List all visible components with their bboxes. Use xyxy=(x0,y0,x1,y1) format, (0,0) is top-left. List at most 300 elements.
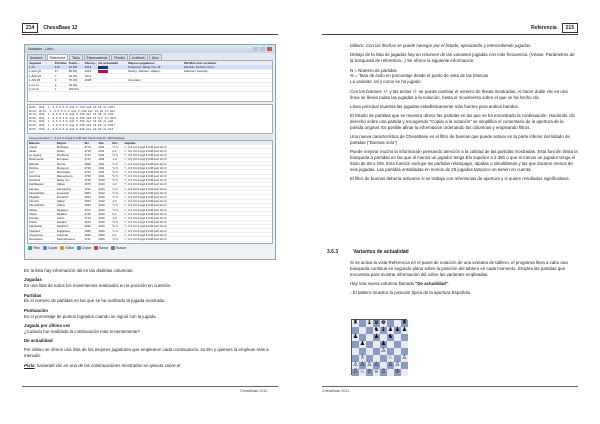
table-cell: 1.e4 c6 xyxy=(29,87,39,92)
table-cell: 2748 xyxy=(84,178,91,183)
toolbar-icon xyxy=(43,246,47,250)
table-cell: 2010 xyxy=(98,224,105,229)
board-square xyxy=(387,341,394,348)
minimize-icon[interactable] xyxy=(253,47,258,51)
table-cell: 2629 xyxy=(84,203,91,208)
board-square xyxy=(359,320,366,327)
board-square xyxy=(359,348,366,355)
table-cell: Mamedyarov xyxy=(56,174,73,179)
toolbar-label: Editar xyxy=(65,246,74,250)
piece-N-icon: ♘ xyxy=(387,355,394,361)
right-footer: ChessBase 2012 xyxy=(322,389,350,393)
column-header[interactable]: Jugadas xyxy=(124,140,136,145)
table-cell: 2694 xyxy=(84,199,91,204)
piece-P-icon: ♙ xyxy=(366,362,373,368)
piece-k-icon: ♚ xyxy=(380,320,387,326)
table-cell: Kamsky xyxy=(29,215,39,220)
board-square xyxy=(387,348,394,355)
section-number: 3.6.3 xyxy=(327,249,339,255)
toolbar-label: Borrar xyxy=(99,246,109,250)
table-cell: 2644 xyxy=(84,220,91,225)
tab-5[interactable]: LiveBook xyxy=(129,54,148,60)
right-header xyxy=(531,22,578,34)
r-p9: Si se activa la vista Referencia en el panel de notación de una ventana de tablero, el programa lleva a cabo una búsqueda continua en segundo plano sobre la posición del tablero en cada momento. Emplea las partidas que encuentra para mostrar información útil sobre las variantes empleadas. xyxy=(350,260,568,277)
table-cell: 1.Ae6 g6 xyxy=(29,69,42,74)
table-cell: 2711 xyxy=(84,236,91,241)
table-cell: Kabanov, Kamsky... xyxy=(183,69,210,74)
table-cell: Ivanchuk xyxy=(29,174,41,179)
board-square xyxy=(366,327,373,334)
table-cell: 2009 xyxy=(98,236,105,241)
table-cell: ½-½ xyxy=(112,165,118,170)
toolbar-icon xyxy=(60,246,64,250)
table-cell: ½-½ xyxy=(112,203,118,208)
r-p4 xyxy=(350,104,578,110)
r-p8: El filtro de buenas debería activarse si se trabaja con referencias de apertura y si quiere resultados significativos. xyxy=(350,176,570,182)
table-cell: 7...0-0 0.0-0 Ag4 9.Cd5 Ae6 10.c3 xyxy=(124,199,167,204)
column-header[interactable]: Ofensy... xyxy=(84,60,98,65)
tab-4[interactable]: Planilla xyxy=(111,54,127,60)
r-p10-bold: "De actualidad" xyxy=(415,281,448,287)
table-cell: 7...0-0 0.0-0 Ag4 9.Cd5 Ae6 10.c3 xyxy=(124,153,167,158)
main-line-term: Línea principal xyxy=(350,103,379,109)
board-square xyxy=(352,341,359,348)
table-cell: Rustry, Vainieur, Vallejo... xyxy=(128,69,162,74)
r-p3: Con los botones +/- y las teclas +/- se puede cambiar el número de líneas mostradas. Al hacer doble clic en una línea se llevan todas las jugadas a la notación, hasta el movimiento sobre el que se ha hecho clic. xyxy=(350,88,568,100)
tab-1[interactable]: Referencia xyxy=(47,54,68,60)
table-cell: Karthikeyan xyxy=(29,182,44,187)
piece-n-icon: ♞ xyxy=(373,327,380,333)
board-square xyxy=(352,327,359,334)
board-square xyxy=(394,355,401,362)
column-header[interactable]: Negras xyxy=(56,140,67,145)
column-header[interactable]: Res xyxy=(112,140,118,145)
board-square xyxy=(401,369,408,376)
section-body xyxy=(350,260,578,300)
column-descriptions xyxy=(24,277,278,334)
column-header[interactable]: Elo xyxy=(84,140,89,145)
right-page-number: 215 xyxy=(562,23,578,33)
piece-r-icon: ♜ xyxy=(352,320,359,326)
variants-summary xyxy=(27,104,273,134)
table-cell: 2744 xyxy=(84,169,91,174)
term-description: ¿Cuándo fue realizada la continuación más recientemente? xyxy=(24,328,140,334)
table-cell: 1-0 xyxy=(112,157,117,162)
board-square xyxy=(366,334,373,341)
board-square xyxy=(366,355,373,362)
table-cell: 2765 xyxy=(84,174,91,179)
table-cell: 470 xyxy=(54,65,60,70)
table-cell: Vallejo xyxy=(56,199,65,204)
piece-P-icon: ♙ xyxy=(394,362,401,368)
table-cell: ½-½ xyxy=(112,190,118,195)
tab-6[interactable]: Libro xyxy=(149,54,162,60)
table-cell: ½-½ xyxy=(112,144,118,149)
variant-line[interactable]: W=41, W=9, 1..5-0 0.0-0 Ag4 0.3d6 Ae6 10.O-O 11.Od5? xyxy=(29,115,117,120)
table-cell: 2749 xyxy=(84,211,91,216)
table-cell: 2010 xyxy=(98,207,105,212)
right-body xyxy=(350,43,578,186)
table-cell: Akala xyxy=(29,148,36,153)
table-cell: 2714 xyxy=(84,153,91,158)
piece-b-icon: ♝ xyxy=(380,327,387,333)
table-cell: 7...0-0 0.0-0 Ag4 9.Cd5 Ae6 10.c3 xyxy=(124,161,167,166)
term-heading: Jugada por última vez xyxy=(24,322,71,328)
toolbar-icon xyxy=(77,246,81,250)
section-title: Variantes de actualidad xyxy=(353,249,409,255)
r-p11-text: El tablero muestra la posición típica de la apertura Española. xyxy=(352,290,472,296)
table-cell: 0-1 xyxy=(112,232,117,237)
table-cell: 7...0-0 0.0-0 Ag4 9.Cd5 Ae6 10.c3 xyxy=(124,195,167,200)
piece-p-icon: ♟ xyxy=(380,341,387,347)
table-cell: 7...0-0 0.0-0 Ag4 9.Cd5 Ae6 10.c3 xyxy=(124,174,167,179)
table-cell: 2010 xyxy=(98,211,105,216)
table-cell: Anand xyxy=(29,144,38,149)
board-square xyxy=(366,348,373,355)
r-p10-post: . xyxy=(447,281,450,287)
board-square xyxy=(387,369,394,376)
table-cell: 2741 xyxy=(84,157,91,162)
screenshot-window xyxy=(24,44,276,260)
board-square xyxy=(352,348,359,355)
table-cell: 100.0% xyxy=(68,87,79,92)
table-cell: 7...0-0 0.0-0 Ag4 9.Cd5 Ae6 10.c3 xyxy=(124,220,167,225)
board-square xyxy=(373,355,380,362)
table-cell: Movsesian xyxy=(29,236,43,241)
table-cell: Grischuk xyxy=(56,232,68,237)
table-cell: 2624 xyxy=(84,195,91,200)
left-footer-rule xyxy=(22,386,278,387)
variant-line[interactable]: W=24, W=74, 1..5-0 0.0-0 Ag4 0.3d6 Ae7 10.b8 11.De2 xyxy=(29,108,115,113)
table-cell: Haroldo, Deckov, Rust... xyxy=(183,65,217,70)
table-cell: 7...0-0 0.0-0 Ag4 9.Cd5 Ae6 10.c3 xyxy=(124,182,167,187)
main-line-bar[interactable]: Línea principal: 7...0-0 0.0-0 Ag4 9.Cd5 Ae6 10.c3 Ce5 11. (98 Partidas) xyxy=(27,135,273,140)
table-cell: Le Quang xyxy=(29,153,42,158)
table-cell: 25.0% xyxy=(68,82,78,87)
piece-P-icon: ♙ xyxy=(359,362,366,368)
piece-p-icon: ♟ xyxy=(373,334,380,340)
r-p2: Debajo de la lista de jugadas hay un resumen de las variantes jugadas con más frecuencia. (Véase: Parámetros de la búsqueda de referencia...) Se ofrece la siguiente información: xyxy=(350,52,575,64)
board-square xyxy=(380,334,387,341)
term-heading: Jugadas xyxy=(24,277,42,283)
table-cell: ½-½ xyxy=(112,236,118,241)
table-cell: 7...0-0 0.0-0 Ag4 9.Cd5 Ae6 10.c3 xyxy=(124,211,167,216)
toolbar-button[interactable] xyxy=(60,246,73,250)
actualidad-heading: De actualidad xyxy=(24,338,53,344)
table-cell: 7...0-0 0.0-0 Ag4 9.Cd5 Ae6 10.c3 xyxy=(124,165,167,170)
piece-N-icon: ♘ xyxy=(359,369,366,375)
games-grid xyxy=(27,140,273,244)
board-square xyxy=(394,341,401,348)
maximize-icon[interactable] xyxy=(260,47,265,51)
table-cell: 0-1 xyxy=(112,211,117,216)
r-p10-pre: Hay una nueva columna llamada xyxy=(350,281,416,287)
pista-paragraph xyxy=(24,363,278,369)
table-cell: 7...0-0 0.0-0 Ag4 9.Cd5 Ae6 10.c3 xyxy=(124,224,167,229)
pista-text: : haciendo clic en una de las continuaciones mostradas se ejecuta sobre el xyxy=(34,362,181,368)
table-cell: Karjakin xyxy=(56,220,67,225)
board-square xyxy=(401,341,408,348)
toolbar-label: Filtro xyxy=(33,246,41,250)
pista-label: Pista xyxy=(24,362,35,368)
table-cell: Loh xyxy=(29,169,34,174)
r-p11 xyxy=(350,290,578,296)
legend-pct: % = Tasa de éxito en porcentaje desde el punto de vista de las blancas xyxy=(350,73,489,79)
table-cell: 1.d4 xyxy=(29,65,35,70)
variant-line[interactable]: W=14, W=W, 1..5-0 0.0-0 Ag4 0.3d6 Ae7 10.b8 11.Od4 xyxy=(29,112,114,117)
piece-p-icon: ♟ xyxy=(359,341,366,347)
moves-grid xyxy=(27,60,273,102)
bullet-icon: ▫ xyxy=(350,290,353,296)
table-cell: Karjakin xyxy=(56,211,67,216)
table-cell: 2010 xyxy=(98,178,105,183)
table-cell: 7...0-0 0.0-0 Ag4 9.Cd5 Ae6 10.c3 xyxy=(124,178,167,183)
toolbar-button[interactable] xyxy=(77,246,91,250)
table-cell: 1-0 xyxy=(112,215,117,220)
piece-B-icon: ♗ xyxy=(366,369,373,375)
table-cell: Drazic xyxy=(29,220,37,225)
table-cell: ½-½ xyxy=(112,220,118,225)
table-cell: 7...0-0 0.0-0 Ag4 9.Cd5 Ae6 10.c3 xyxy=(124,232,167,237)
table-cell: Vallejo xyxy=(29,207,38,212)
table-cell: 2011 xyxy=(98,161,105,166)
term-description: Es una lista de todos los movimientos realizados en la posición en cuestión. xyxy=(24,283,172,289)
toolbar-label: Buscar xyxy=(116,246,126,250)
table-cell: Sargissian xyxy=(29,224,43,229)
piece-n-icon: ♞ xyxy=(387,334,394,340)
table-cell: 7...0-0 0.0-0 Ag4 9.Cd5 Ae6 10.c3 xyxy=(124,157,167,162)
table-cell: Kasimdzhanov xyxy=(56,236,76,241)
table-cell: 7...0-0 0.0-0 Ag4 9.Cd5 Ae6 10.c3 xyxy=(124,203,167,208)
table-cell: Khalifman xyxy=(56,153,70,158)
table-cell: 2011 xyxy=(98,148,105,153)
table-cell: 7...0-0 0.0-0 Ag4 9.Cd5 Ae6 10.c3 xyxy=(124,148,167,153)
variant-line[interactable]: W=22, W=W, 1..5-0 0.0-0 Ag4 0.3d6 Ae6 10.b8 11.Od5? xyxy=(29,122,115,127)
table-cell: Tkachiev xyxy=(29,228,41,233)
table-cell: 1.e4 c4 xyxy=(29,82,39,87)
table-cell: 7...0-0 0.0-0 Ag4 9.Cd5 Ae6 10.c3 xyxy=(124,207,167,212)
table-cell: 2690 xyxy=(84,224,91,229)
board-square xyxy=(366,341,373,348)
close-icon[interactable] xyxy=(267,47,272,51)
actuality-bar xyxy=(98,66,108,69)
table-cell: 64.3% xyxy=(68,73,78,78)
tab-2[interactable]: Tabla xyxy=(69,54,83,60)
board-square xyxy=(387,320,394,327)
table-cell: 2413 xyxy=(84,69,92,74)
table-cell: 62.9% xyxy=(68,65,78,70)
table-cell: ½-½ xyxy=(112,228,118,233)
term-description: Es el porcentaje de puntos logrados cuando se siguió con la jugada. xyxy=(24,313,157,319)
column-header[interactable]: Blancas xyxy=(29,140,40,145)
board-square xyxy=(401,334,408,341)
piece-p-icon: ♟ xyxy=(401,327,408,333)
column-header[interactable]: Partidas xyxy=(54,60,67,65)
table-cell: 2701 xyxy=(84,207,91,212)
right-footer-rule xyxy=(322,386,578,387)
table-cell: 1-0 xyxy=(112,182,117,187)
table-cell: Shirov xyxy=(29,211,37,216)
piece-b-icon: ♝ xyxy=(366,320,373,326)
table-cell: Volkov xyxy=(56,203,66,208)
table-cell: 1.Af3 b5 xyxy=(29,78,41,83)
table-cell: 2011 xyxy=(98,144,105,149)
table-cell: 2662 xyxy=(84,190,91,195)
table-cell: 2009 xyxy=(98,228,105,233)
table-cell: 2010 xyxy=(98,195,105,200)
table-cell: 7...0-0 0.0-0 Ag4 9.Cd5 Ae6 10.c3 xyxy=(124,169,167,174)
table-cell: 2690 xyxy=(84,232,91,237)
table-cell: Naiditsch xyxy=(56,224,69,229)
r-p7: Puede mejorar mucho la información pensando atención a la calidad de las partidas mostradas. Esta función limita la búsqueda a partidas en las que al menos un jugador tenga Elo superior a 2.350 o que al menos un jugador tenga el título de IM o GM. Esta función excluye las partidas relámpago, rápidas o simultáneas y las que duraron menos de seis jugadas. Las partidas entabladas en menos de 20 jugadas tampoco se tienen en cuenta. xyxy=(350,149,578,173)
left-header xyxy=(22,22,77,34)
toolbar-icon xyxy=(94,246,98,250)
variant-line[interactable]: W=61, W=W, 1..5-0 0.0-0 Ag4 0.3d6 Ae6 10.b8 11.Od5? xyxy=(29,105,115,109)
table-cell: 2011 xyxy=(98,157,105,162)
column-header[interactable]: Partidas más recientes xyxy=(183,60,217,65)
table-cell: 3 xyxy=(54,78,57,83)
table-cell: 2010 xyxy=(98,182,105,187)
table-cell: 2722 xyxy=(84,186,91,191)
column-header[interactable]: Mejores jugadores xyxy=(128,60,155,65)
table-row[interactable] xyxy=(28,87,272,91)
table-cell: ½-½ xyxy=(112,161,118,166)
table-row[interactable] xyxy=(28,237,272,241)
window-title: Notación - Libro xyxy=(28,47,54,51)
table-cell: Movsesian xyxy=(56,169,71,174)
r-p5: El listado de partidas que se muestra ofrece las partidas en las que se ha encontrado la continuación. Haciendo clic derecho sobre una partida y escogiendo "Copiar a la notación" se simplifica el comentario de la apertura de la partida original. Es posible afinar la información ordenando las columnas y empleando filtros. xyxy=(350,113,576,130)
board-square xyxy=(352,355,359,362)
board-square xyxy=(380,362,387,369)
table-cell: 2010 xyxy=(98,215,105,220)
term-description: Es el número de partidas en las que se ha realizado la jugada mostrada. xyxy=(24,298,166,304)
table-cell: 2716 xyxy=(84,165,91,170)
variant-line[interactable]: W=65, W=W, 1..5-0 0.0-0 Ag4 0.3d6 Ae7 10.b8 11.Df3 xyxy=(29,126,114,131)
window-titlebar xyxy=(25,45,275,53)
left-header-rule xyxy=(22,34,278,35)
toolbar-button[interactable] xyxy=(94,246,108,250)
table-cell: Wang Yue xyxy=(56,178,70,183)
table-cell: 7...0-0 0.0-0 Ag4 9.Cd5 Ae6 10.c3 xyxy=(124,144,167,149)
column-header[interactable]: Año xyxy=(98,140,104,145)
table-cell: 7...0-0 0.0-0 Ag4 9.Cd5 Ae6 10.c3 xyxy=(124,236,167,241)
table-cell: ½-½ xyxy=(112,224,118,229)
table-cell: 2696 xyxy=(84,161,91,166)
table-cell: Lastin xyxy=(56,215,65,220)
table-cell: Zvezdaru xyxy=(128,78,141,83)
table-cell: Cheparinov xyxy=(29,232,44,237)
column-header[interactable]: Punto... xyxy=(68,60,80,65)
toolbar-icon xyxy=(111,246,115,250)
section-heading xyxy=(327,249,409,255)
piece-B-icon: ♗ xyxy=(359,355,366,361)
toolbar-button[interactable] xyxy=(28,246,40,250)
table-cell: Ermolaev xyxy=(56,157,69,162)
r-p4-text: muestra las jugadas estadísticamente más fuertes para ambos bandos. xyxy=(378,103,519,109)
board-square xyxy=(394,334,401,341)
column-header[interactable]: De actualidad xyxy=(98,60,118,65)
table-cell: 2011 xyxy=(98,169,105,174)
table-cell: ½-½ xyxy=(112,186,118,191)
board-square xyxy=(401,348,408,355)
r-p6: Una nueva característica de ChessBase es el filtro de buenas que puede activar en la parte inferior del listado de partidas ("Buenas solo") xyxy=(350,134,570,146)
table-cell: 1.Ae6 e5 xyxy=(29,73,42,78)
variant-line[interactable]: W=14, W=W, 1..5-0 0.0-0 Ag4 0.3d6 Ae7 10.b8 11.Ae6 xyxy=(29,119,114,124)
table-cell: Kosteniuk xyxy=(56,190,70,195)
table-cell: 2371 xyxy=(84,73,92,78)
table-cell: Kasparov, Wang Yue, M... xyxy=(128,65,163,70)
right-header-title: Referencia xyxy=(531,25,557,31)
table-cell: 2718 xyxy=(84,148,91,153)
piece-r-icon: ♜ xyxy=(401,320,408,326)
tab-0[interactable]: Notación xyxy=(27,54,46,60)
games-toolbar xyxy=(25,244,275,252)
table-cell: Zhigalko xyxy=(29,195,40,200)
table-cell: Alexandridis xyxy=(29,203,45,208)
table-cell: ½-½ xyxy=(112,169,118,174)
table-cell: ½-½ xyxy=(112,195,118,200)
r-p1: tablero. Con las flechas se puede navegar por el listado, ejecutando y retrocediendo jugadas. xyxy=(350,43,532,48)
r-p10 xyxy=(350,281,578,287)
board-square xyxy=(394,348,401,355)
table-cell: 2010 xyxy=(98,199,105,204)
table-cell: Zvjaginsev xyxy=(56,228,71,233)
piece-p-icon: ♟ xyxy=(352,334,359,340)
board-square xyxy=(373,341,380,348)
intro-text: En la lista hay información útil en las distintas columnas: xyxy=(24,268,134,273)
column-header[interactable]: Jugadas xyxy=(29,60,42,65)
table-cell: 2716 xyxy=(84,215,91,220)
table-cell: 2010 xyxy=(98,186,105,191)
table-cell: Mikrotik xyxy=(29,161,39,166)
tab-3[interactable]: Entrenamiento xyxy=(84,54,111,60)
toolbar-label: Copiar xyxy=(81,246,92,250)
table-cell: 2010 xyxy=(98,203,105,208)
toolbar-button[interactable] xyxy=(111,246,126,250)
table-cell: Motornenko xyxy=(29,157,44,162)
table-cell: 56.6% xyxy=(68,69,78,74)
piece-R-icon: ♖ xyxy=(380,369,387,375)
board-square xyxy=(394,320,401,327)
table-cell xyxy=(97,65,127,69)
table-cell: 2412 xyxy=(84,65,92,70)
left-header-title: ChessBase 12 xyxy=(43,25,78,31)
left-body xyxy=(24,268,278,372)
table-cell: Romanov xyxy=(56,195,69,200)
piece-q-icon: ♛ xyxy=(373,320,380,326)
table-cell: Rozinte xyxy=(29,165,39,170)
table-cell: Alekseev xyxy=(56,207,69,212)
board-square xyxy=(380,355,387,362)
toolbar-button[interactable] xyxy=(43,246,57,250)
tab-strip xyxy=(25,53,275,60)
table-cell: ½-½ xyxy=(112,178,118,183)
term-heading: Partidas xyxy=(24,292,42,298)
table-cell: Kamsky xyxy=(29,186,39,191)
board-square xyxy=(401,362,408,369)
term-heading: Puntuación xyxy=(24,307,48,313)
table-cell: Alexandridis xyxy=(29,190,45,195)
piece-R-icon: ♖ xyxy=(352,369,359,375)
table-cell: 7...0-0 0.0-0 Ag4 9.Cd5 Ae6 10.c3 xyxy=(124,215,167,220)
piece-p-icon: ♟ xyxy=(387,327,394,333)
table-cell: 7...0-0 0.0-0 Ag4 9.Cd5 Ae6 10.c3 xyxy=(124,228,167,233)
table-cell: Cheparinov xyxy=(56,186,72,191)
table-cell: Ivanchuk xyxy=(29,178,41,183)
table-cell: 7 xyxy=(54,73,57,78)
piece-P-icon: ♙ xyxy=(380,348,387,354)
table-cell: 1 xyxy=(54,87,57,92)
